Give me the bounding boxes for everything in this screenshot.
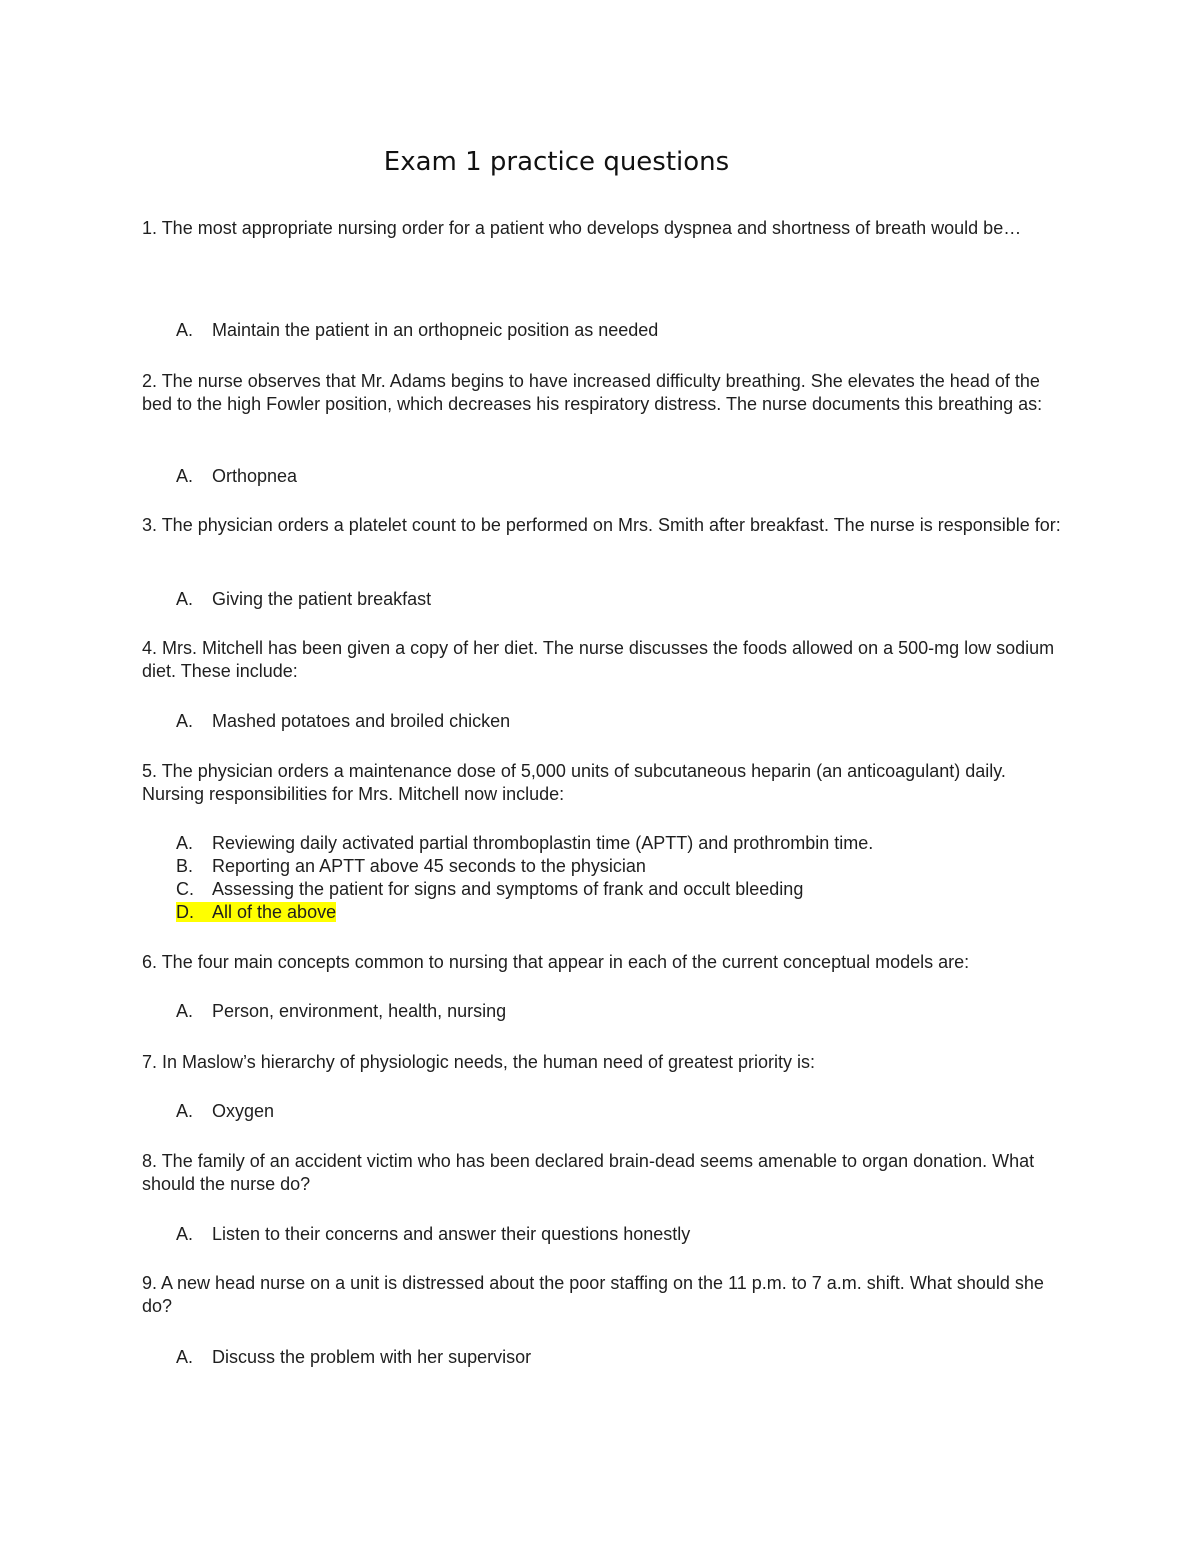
- question-4-options: [176, 710, 1056, 733]
- question-5: 5. The physician orders a maintenance dose of 5,000 units of subcutaneous heparin (an anticoagulant) daily. Nursing responsibilities for Mrs. Mitchell now include:: [142, 761, 1006, 804]
- option-text: Mashed potatoes and broiled chicken: [212, 711, 511, 731]
- option-letter: B.: [176, 856, 194, 876]
- question-7-options: [176, 1100, 1056, 1123]
- option-text: Oxygen: [212, 1101, 275, 1121]
- page-title: Exam 1 practice questions: [383, 147, 730, 177]
- question-1: 1. The most appropriate nursing order for a patient who develops dyspnea and shortness of breath would be…: [142, 218, 1022, 238]
- option-letter: D.: [176, 902, 194, 922]
- option-letter: A.: [176, 1224, 194, 1244]
- option-text: Person, environment, health, nursing: [212, 1001, 507, 1021]
- question-3: 3. The physician orders a platelet count to be performed on Mrs. Smith after breakfast. The nurse is responsible for:: [142, 515, 1061, 535]
- option-text: Reporting an APTT above 45 seconds to the physician: [212, 856, 646, 876]
- question-6-options: [176, 1000, 1056, 1023]
- option-text: Assessing the patient for signs and symptoms of frank and occult bleeding: [212, 879, 804, 899]
- answer-option: [176, 1223, 1056, 1246]
- option-letter: A.: [176, 320, 194, 340]
- question-9-options: [176, 1346, 1056, 1369]
- option-text: Discuss the problem with her supervisor: [212, 1347, 532, 1367]
- option-text: Giving the patient breakfast: [212, 589, 432, 609]
- question-7: 7. In Maslow’s hierarchy of physiologic needs, the human need of greatest priority is:: [142, 1052, 816, 1072]
- answer-option: [176, 832, 1056, 855]
- question-8-options: [176, 1223, 1056, 1246]
- question-2: 2. The nurse observes that Mr. Adams begins to have increased difficulty breathing. She elevates the head of the bed to the high Fowler position, which decreases his respiratory distress. The nurse documents this breathing as:: [142, 371, 1043, 414]
- answer-option: [176, 878, 1056, 901]
- option-letter: A.: [176, 1101, 194, 1121]
- option-letter: A.: [176, 589, 194, 609]
- option-text: Reviewing daily activated partial thromboplastin time (APTT) and prothrombin time.: [212, 833, 874, 853]
- highlighted-answer: [176, 902, 336, 922]
- option-letter: A.: [176, 1347, 194, 1367]
- question-3-options: [176, 588, 1056, 611]
- option-text: Maintain the patient in an orthopneic position as needed: [212, 320, 659, 340]
- option-letter: A.: [176, 1001, 194, 1021]
- answer-option: [176, 710, 1056, 733]
- answer-option-highlighted: [176, 901, 1056, 924]
- question-6: 6. The four main concepts common to nursing that appear in each of the current conceptual models are:: [142, 952, 970, 972]
- answer-option: [176, 1000, 1056, 1023]
- question-8: 8. The family of an accident victim who has been declared brain-dead seems amenable to organ donation. What should the nurse do?: [142, 1151, 1035, 1194]
- question-4: 4. Mrs. Mitchell has been given a copy of her diet. The nurse discusses the foods allowed on a 500-mg low sodium diet. These include:: [142, 638, 1055, 681]
- question-9: 9. A new head nurse on a unit is distressed about the poor staffing on the 11 p.m. to 7 a.m. shift. What should she do?: [142, 1273, 1044, 1316]
- question-1-options: [176, 319, 1056, 342]
- question-2-options: [176, 465, 1056, 488]
- option-text: Listen to their concerns and answer their questions honestly: [212, 1224, 691, 1244]
- option-text: All of the above: [212, 902, 337, 922]
- option-letter: A.: [176, 833, 194, 853]
- option-letter: A.: [176, 466, 194, 486]
- answer-option: [176, 1346, 1056, 1369]
- answer-option: [176, 588, 1056, 611]
- answer-option: [176, 319, 1056, 342]
- option-letter: C.: [176, 879, 194, 899]
- answer-option: [176, 465, 1056, 488]
- answer-option: [176, 1100, 1056, 1123]
- question-5-options: [176, 832, 1056, 924]
- option-text: Orthopnea: [212, 466, 298, 486]
- answer-option: [176, 855, 1056, 878]
- option-letter: A.: [176, 711, 194, 731]
